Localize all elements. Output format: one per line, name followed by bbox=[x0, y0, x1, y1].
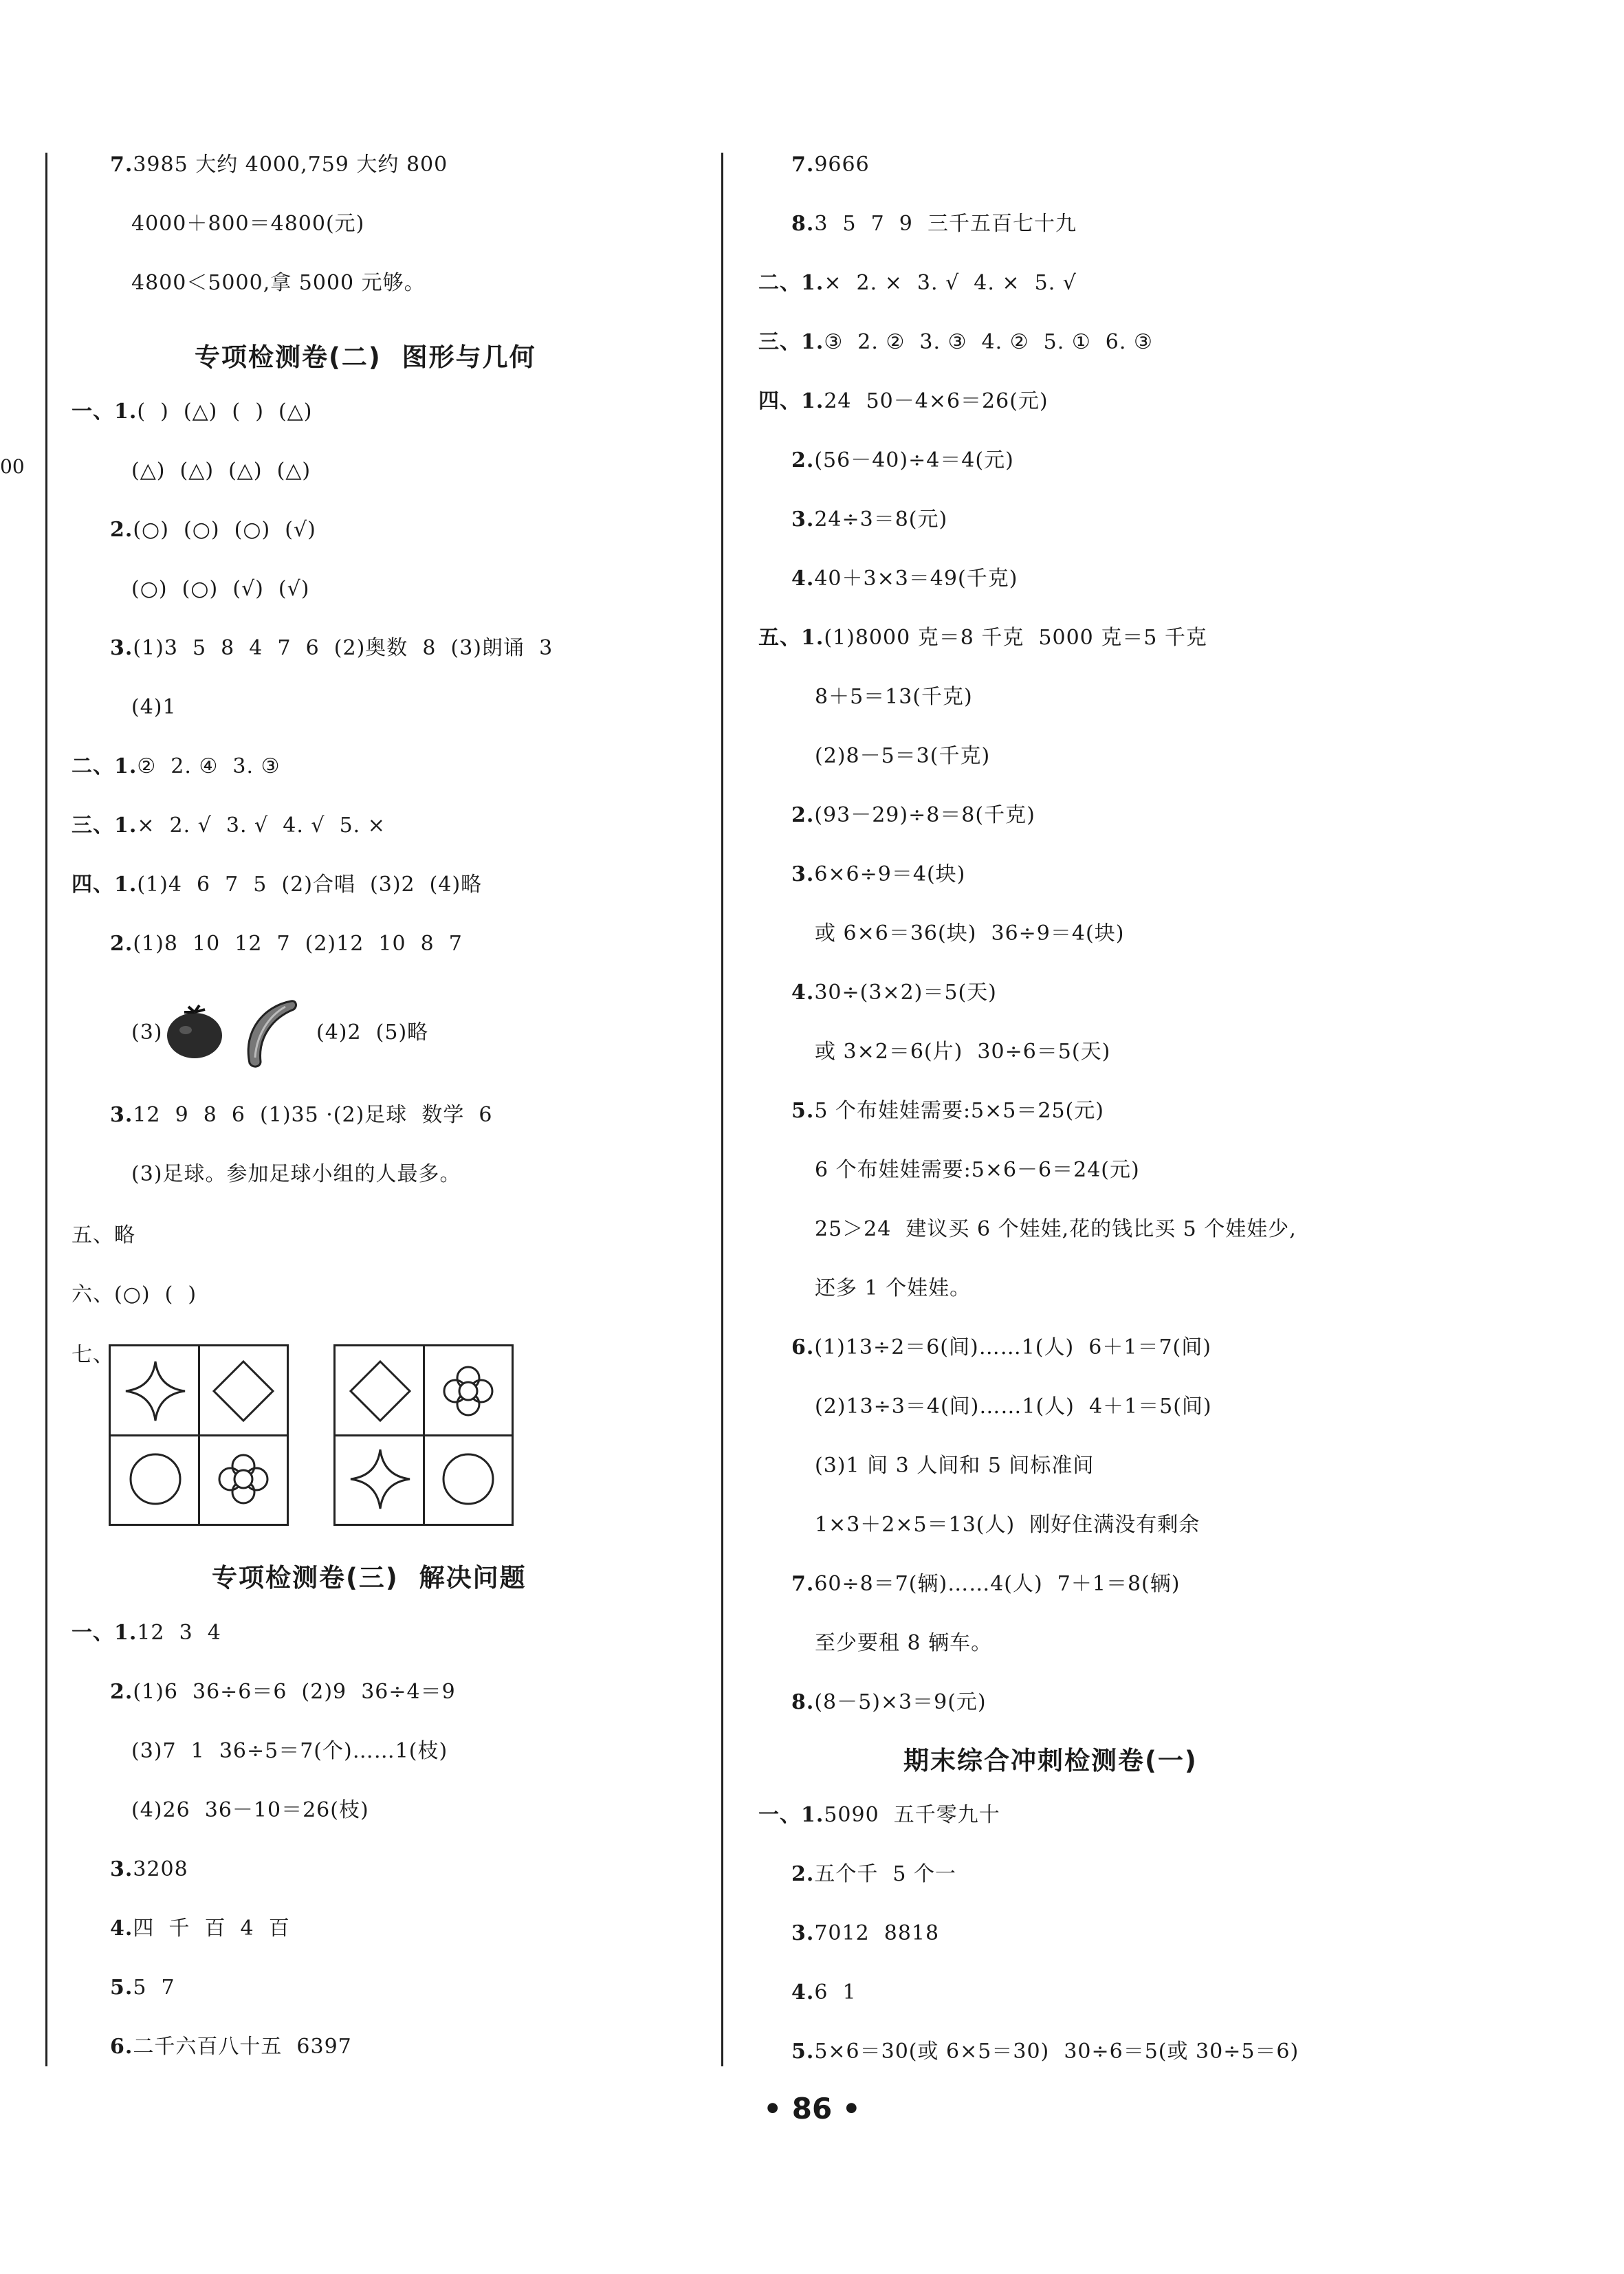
flower-icon bbox=[211, 1447, 276, 1511]
answer-line: 3.6×6÷9＝4(块) bbox=[791, 862, 966, 886]
answer-line: 一、1.12 3 4 bbox=[72, 1621, 221, 1645]
answer-line: 一、1.( ) (△) ( ) (△) bbox=[72, 400, 313, 424]
section-title: 期末综合冲刺检测卷(一) bbox=[903, 1746, 1198, 1775]
section-title: 专项检测卷(三) 解决问题 bbox=[212, 1563, 527, 1593]
answer-line: 四、1.(1)4 6 7 5 (2)合唱 (3)2 (4)略 bbox=[72, 873, 483, 897]
answer-line: (4)26 36－10＝26(枝) bbox=[131, 1798, 369, 1822]
diamond-icon bbox=[211, 1359, 276, 1423]
answer-line: 6.二千六百八十五 6397 bbox=[110, 2035, 352, 2059]
flower-icon bbox=[436, 1359, 501, 1423]
answer-line: 2.(93－29)÷8＝8(千克) bbox=[791, 803, 1035, 827]
answer-line: 五、略 bbox=[72, 1223, 135, 1247]
answer-line: 4.40＋3×3＝49(千克) bbox=[791, 567, 1018, 591]
answer-line: (3)足球。参加足球小组的人最多。 bbox=[131, 1162, 461, 1186]
answer-line: 5.5 个布娃娃需要:5×5＝25(元) bbox=[791, 1099, 1104, 1123]
answer-line: 还多 1 个娃娃。 bbox=[815, 1276, 972, 1300]
answer-line: 3.12 9 8 6 (1)35 ·(2)足球 数学 6 bbox=[110, 1103, 493, 1127]
answer-line: 7.60÷8＝7(辆)……4(人) 7＋1＝8(辆) bbox=[791, 1572, 1181, 1596]
diamond-icon bbox=[348, 1359, 413, 1423]
answer-line: 1×3＋2×5＝13(人) 刚好住满没有剩余 bbox=[815, 1513, 1200, 1537]
circle-icon bbox=[436, 1447, 501, 1511]
answer-line: 2.(1)6 36÷6＝6 (2)9 36÷4＝9 bbox=[110, 1680, 456, 1704]
answer-line: 三、1.③ 2. ② 3. ③ 4. ② 5. ① 6. ③ bbox=[758, 330, 1153, 354]
answer-line: 2.五个千 5 个一 bbox=[791, 1862, 957, 1886]
answer-line: 5.5 7 bbox=[110, 1976, 175, 2000]
answer-line: 或 3×2＝6(片) 30÷6＝5(天) bbox=[815, 1040, 1111, 1064]
answer-line: 2.(1)8 10 12 7 (2)12 10 8 7 bbox=[110, 932, 463, 956]
answer-line: 3.7012 8818 bbox=[791, 1921, 940, 1945]
answer-line: 七、 bbox=[72, 1343, 114, 1367]
answer-line: 8.3 5 7 9 三千五百七十九 bbox=[791, 212, 1077, 236]
answer-line: 4000＋800＝4800(元) bbox=[131, 212, 365, 236]
answer-line: 4.四 千 百 4 百 bbox=[110, 1916, 290, 1940]
answer-line: (△) (△) (△) (△) bbox=[131, 459, 311, 483]
answer-line: 7.3985 大约 4000,759 大约 800 bbox=[110, 153, 448, 177]
answer-line: 3.3208 bbox=[110, 1857, 188, 1881]
answer-line: (3)7 1 36÷5＝7(个)……1(枝) bbox=[131, 1739, 448, 1763]
answer-line: 4800＜5000,拿 5000 元够。 bbox=[131, 271, 426, 295]
answer-line: 六、(○) ( ) bbox=[72, 1282, 197, 1307]
section-title: 专项检测卷(二) 图形与几何 bbox=[195, 342, 536, 372]
four-point-star-icon bbox=[348, 1447, 413, 1511]
answer-line: (○) (○) (√) (√) bbox=[131, 577, 310, 601]
answer-line: 8＋5＝13(千克) bbox=[815, 685, 973, 709]
answer-line: (2)13÷3＝4(间)……1(人) 4＋1＝5(间) bbox=[815, 1395, 1212, 1419]
answer-line: 8.(8－5)×3＝9(元) bbox=[791, 1690, 987, 1714]
answer-line: 4.6 1 bbox=[791, 1980, 857, 2004]
answer-line: (4)2 (5)略 bbox=[316, 1020, 429, 1045]
four-point-star-icon bbox=[123, 1359, 188, 1423]
tomato-icon bbox=[164, 1003, 226, 1060]
answer-line: 3.(1)3 5 8 4 7 6 (2)奥数 8 (3)朗诵 3 bbox=[110, 636, 553, 660]
answer-line: 四、1.24 50－4×6＝26(元) bbox=[758, 389, 1049, 413]
answer-line: 6.(1)13÷2＝6(间)……1(人) 6＋1＝7(间) bbox=[791, 1335, 1211, 1359]
shape-grid-2 bbox=[333, 1344, 514, 1526]
answer-line: (2)8－5＝3(千克) bbox=[815, 744, 991, 768]
page-number: • 86 • bbox=[763, 2092, 861, 2125]
answer-line: 5.5×6＝30(或 6×5＝30) 30÷6＝5(或 30÷5＝6) bbox=[791, 2040, 1299, 2064]
answer-line: (3)1 间 3 人间和 5 间标准间 bbox=[815, 1454, 1095, 1478]
answer-line: (3) bbox=[131, 1020, 163, 1045]
answer-line: 2.(56－40)÷4＝4(元) bbox=[791, 448, 1014, 472]
answer-line: 4.30÷(3×2)＝5(天) bbox=[791, 981, 997, 1005]
circle-icon bbox=[123, 1447, 188, 1511]
margin-fragment: 00 bbox=[0, 455, 25, 478]
cucumber-icon bbox=[237, 996, 299, 1071]
answer-line: 三、1.× 2. √ 3. √ 4. √ 5. × bbox=[72, 813, 386, 838]
center-column-rule bbox=[721, 153, 723, 2066]
answer-line: 一、1.5090 五千零九十 bbox=[758, 1803, 1000, 1827]
shape-grid-1 bbox=[109, 1344, 289, 1526]
answer-line: 五、1.(1)8000 克＝8 千克 5000 克＝5 千克 bbox=[758, 626, 1207, 650]
answer-line: 至少要租 8 辆车。 bbox=[815, 1631, 993, 1655]
answer-line: 或 6×6＝36(块) 36÷9＝4(块) bbox=[815, 921, 1125, 945]
answer-line: 6 个布娃娃需要:5×6－6＝24(元) bbox=[815, 1158, 1140, 1182]
left-margin-rule bbox=[45, 153, 47, 2066]
answer-line: 二、1.× 2. × 3. √ 4. × 5. √ bbox=[758, 271, 1077, 295]
answer-line: 二、1.② 2. ④ 3. ③ bbox=[72, 754, 281, 778]
answer-line: 3.24÷3＝8(元) bbox=[791, 507, 948, 532]
answer-line: 2.(○) (○) (○) (√) bbox=[110, 518, 316, 542]
answer-line: 25＞24 建议买 6 个娃娃,花的钱比买 5 个娃娃少, bbox=[815, 1217, 1297, 1241]
answer-line: (4)1 bbox=[131, 695, 177, 719]
answer-line: 7.9666 bbox=[791, 153, 870, 177]
